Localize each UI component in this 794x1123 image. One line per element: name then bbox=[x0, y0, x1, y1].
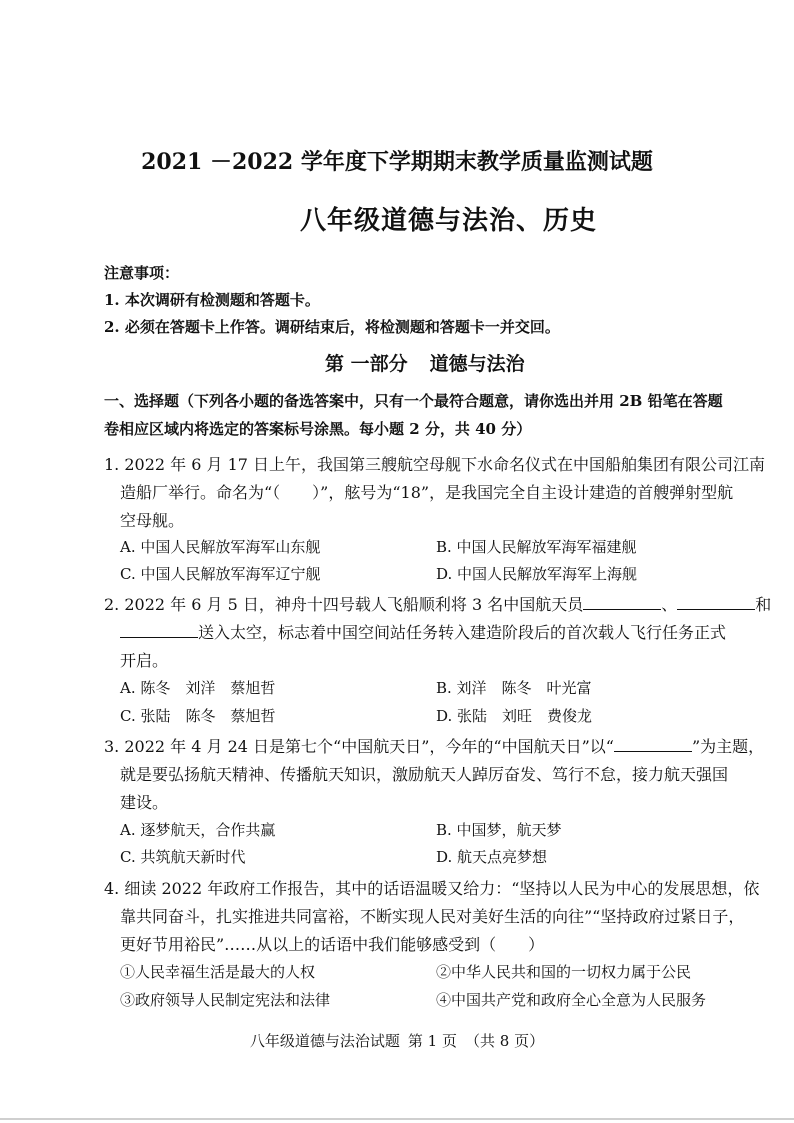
option-b: B. 中国梦，航天梦 bbox=[436, 821, 562, 839]
question-3-line: 建设。 bbox=[120, 793, 169, 812]
section-part: 第 一部分 bbox=[325, 353, 408, 375]
question-1-line: 1. 2022 年 6 月 17 日上午，我国第三艘航空母舰下水命名仪式在中国船舶集团有限公司江南 bbox=[104, 455, 766, 474]
question-2-separator: 、 bbox=[661, 595, 678, 614]
question-4-line: 更好节用裕民”……从以上的话语中我们能够感受到（ ） bbox=[120, 935, 545, 954]
exam-title: 2021 －2022 学年度下学期期末教学质量监测试题 bbox=[141, 149, 653, 175]
question-2-and: 和 bbox=[755, 595, 772, 614]
question-1-line: 造船厂举行。命名为“（ ）”，舷号为“18”，是我国完全自主设计建造的首艘弹射型航 bbox=[120, 483, 734, 502]
option-a: A. 逐梦航天，合作共赢 bbox=[120, 821, 276, 839]
question-3-line bbox=[104, 734, 764, 757]
option-c: C. 中国人民解放军海军辽宁舰 bbox=[120, 565, 321, 583]
answer-blank bbox=[583, 595, 661, 610]
option-d: D. 中国人民解放军海军上海舰 bbox=[436, 565, 638, 583]
question-4-line: 4. 细读 2022 年政府工作报告，其中的话语温暖又给力：“坚持以人民为中心的发展思想，依 bbox=[104, 879, 760, 898]
notice-item: 2. 必须在答题卡上作答。调研结束后，将检测题和答题卡一并交回。 bbox=[104, 318, 560, 336]
option-a: A. 陈冬 刘洋 蔡旭哲 bbox=[120, 679, 276, 697]
option-2: ②中华人民共和国的一切权力属于公民 bbox=[436, 963, 692, 981]
option-b: B. 中国人民解放军海军福建舰 bbox=[436, 538, 637, 556]
notice-item: 1. 本次调研有检测题和答题卡。 bbox=[104, 291, 320, 309]
option-d: D. 张陆 刘旺 费俊龙 bbox=[436, 707, 593, 725]
question-2-line bbox=[120, 620, 726, 643]
option-d: D. 航天点亮梦想 bbox=[436, 848, 548, 866]
section-heading bbox=[325, 349, 525, 376]
option-3: ③政府领导人民制定宪法和法律 bbox=[120, 991, 331, 1009]
footer-page: 第 1 页 bbox=[407, 1032, 457, 1050]
question-4-line: 靠共同奋斗，扎实推进共同富裕，不断实现人民对美好生活的向往”“坚持政府过紧日子， bbox=[120, 907, 745, 926]
instructions-line: 一、选择题（下列各小题的备选答案中，只有一个最符合题意，请你选出并用 2B 铅笔在答题 bbox=[104, 392, 723, 410]
answer-blank bbox=[677, 595, 755, 610]
notice-heading: 注意事项： bbox=[104, 264, 180, 282]
question-1-line: 空母舰。 bbox=[120, 511, 185, 530]
section-name: 道德与法治 bbox=[429, 353, 525, 375]
question-3-line: 就是要弘扬航天精神、传播航天知识，激励航天人踔厉奋发、笃行不怠，接力航天强国 bbox=[120, 765, 729, 784]
option-a: A. 中国人民解放军海军山东舰 bbox=[120, 538, 321, 556]
exam-subject: 八年级道德与法治、历史 bbox=[300, 206, 598, 236]
option-4: ④中国共产党和政府全心全意为人民服务 bbox=[436, 991, 707, 1009]
answer-blank bbox=[120, 623, 198, 638]
option-c: C. 张陆 陈冬 蔡旭哲 bbox=[120, 707, 276, 725]
question-2-line bbox=[104, 592, 771, 615]
option-b: B. 刘洋 陈冬 叶光富 bbox=[436, 679, 592, 697]
option-1: ①人民幸福生活是最大的人权 bbox=[120, 963, 316, 981]
question-2-line: 开启。 bbox=[120, 651, 169, 670]
question-2-text: 2. 2022 年 6 月 5 日，神舟十四号载人飞船顺利将 3 名中国航天员 bbox=[104, 595, 584, 614]
question-2-text: 送入太空，标志着中国空间站任务转入建造阶段后的首次载人飞行任务正式 bbox=[198, 623, 727, 642]
instructions-line: 卷相应区域内将选定的答案标号涂黑。每小题 2 分，共 40 分） bbox=[104, 420, 532, 438]
answer-blank bbox=[614, 737, 692, 752]
page-bottom-edge bbox=[0, 1118, 794, 1120]
option-c: C. 共筑航天新时代 bbox=[120, 848, 246, 866]
question-3-text: ”为主题， bbox=[691, 737, 765, 756]
footer-subject: 八年级道德与法治试题 bbox=[249, 1032, 400, 1050]
footer-total: （共 8 页） bbox=[465, 1032, 545, 1050]
question-3-text: 3. 2022 年 4 月 24 日是第七个“中国航天日”，今年的“中国航天日”以“ bbox=[104, 737, 614, 756]
page-footer bbox=[0, 1030, 794, 1051]
